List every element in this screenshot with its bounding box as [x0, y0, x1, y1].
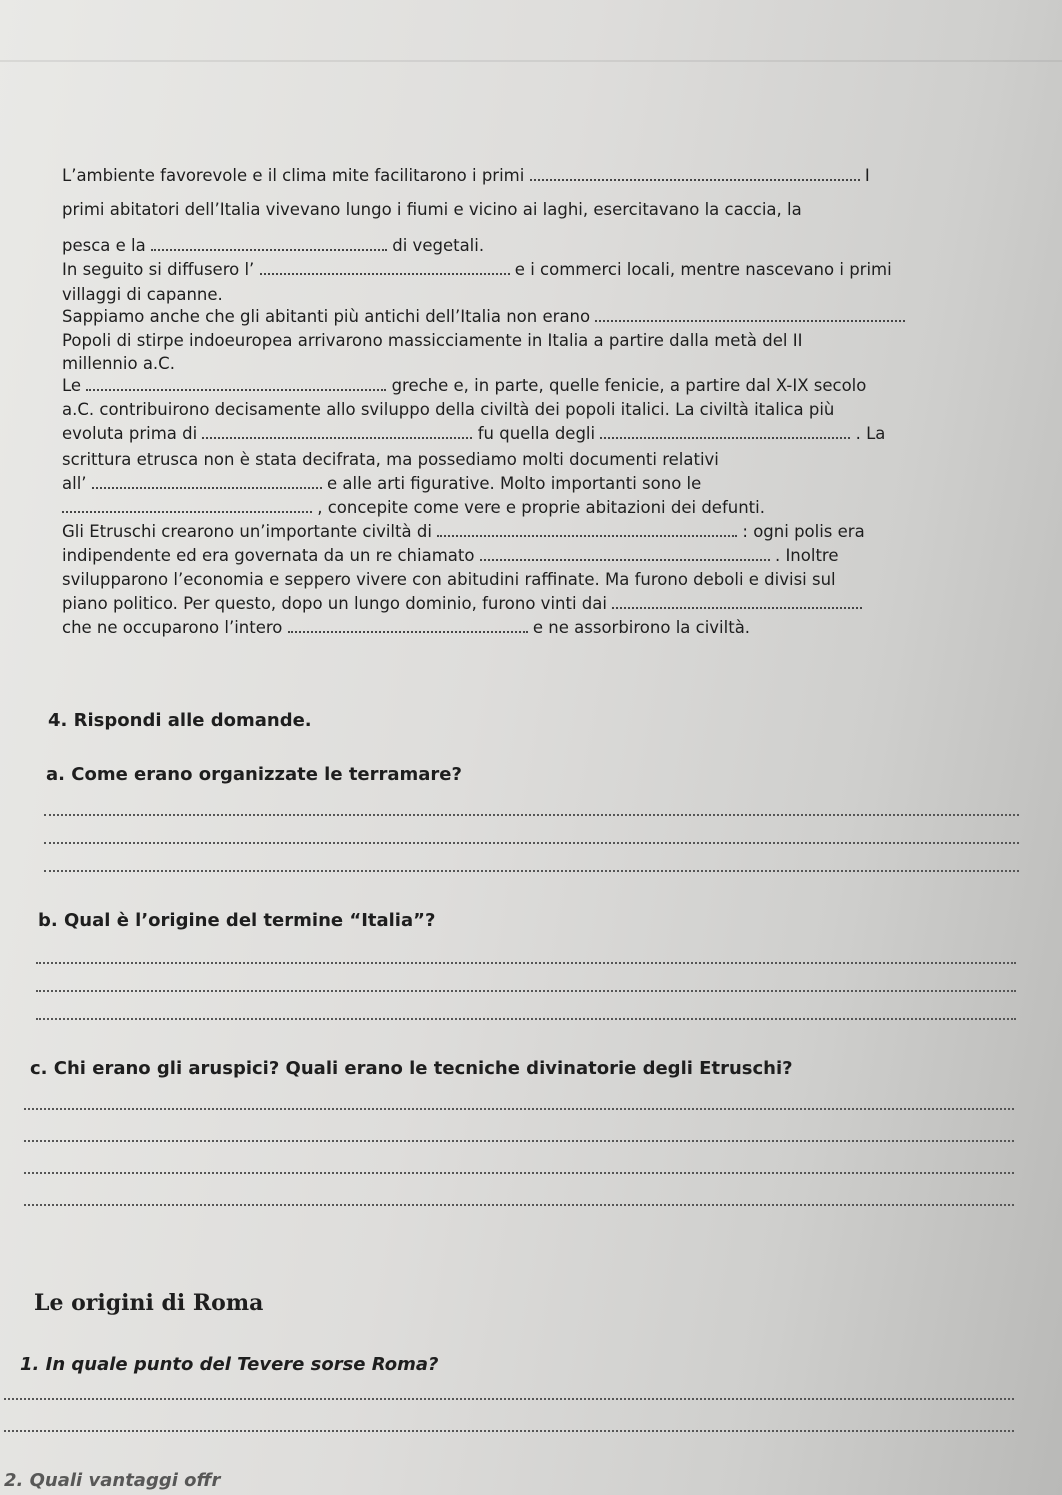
passage-line-18: piano politico. Per questo, dopo un lungo dominio, furono vinti dai [62, 594, 862, 614]
passage-line-19: che ne occuparono l’intero e ne assorbirono la civiltà. [62, 618, 751, 637]
passage-line-8: millennio a.C. [62, 354, 175, 373]
answer-line-1a[interactable] [4, 1398, 1014, 1400]
question-a: a. Come erano organizzate le terramare? [46, 764, 462, 785]
question-1: 1. In quale punto del Tevere sorse Roma? [20, 1354, 439, 1375]
passage-line-11: evoluta prima di fu quella degli . La [62, 424, 886, 443]
question-2-partial: 2. Quali vantaggi offr [4, 1470, 221, 1491]
question-c: c. Chi erano gli aruspici? Quali erano le tecniche divinatorie degli Etruschi? [30, 1058, 793, 1079]
blank-3[interactable] [260, 261, 510, 275]
passage-line-14: , concepite come vere e proprie abitazioni dei defunti. [62, 498, 765, 518]
blank-7[interactable] [600, 425, 850, 439]
answer-line-c1[interactable] [24, 1108, 1014, 1110]
answer-line-b2[interactable] [36, 990, 1016, 992]
passage-line-12: scrittura etrusca non è stata decifrata, ma possediamo molti documenti relativi [62, 450, 719, 469]
blank-12[interactable] [612, 595, 862, 609]
blank-8[interactable] [92, 475, 322, 489]
question-b: b. Qual è l’origine del termine “Italia”? [38, 910, 436, 931]
answer-line-a3[interactable] [44, 870, 1019, 872]
section-title-origini-roma: Le origini di Roma [34, 1290, 264, 1316]
passage-line-16: indipendente ed era governata da un re chiamato . Inoltre [62, 546, 839, 565]
answer-line-a2[interactable] [44, 842, 1019, 844]
answer-line-b3[interactable] [36, 1018, 1016, 1020]
answer-line-a1[interactable] [44, 814, 1019, 816]
answer-line-c2[interactable] [24, 1140, 1014, 1142]
passage-line-10: a.C. contribuirono decisamente allo sviluppo della civiltà dei popoli italici. La civiltà italica più [62, 400, 835, 419]
passage-line-7: Popoli di stirpe indoeuropea arrivarono massicciamente in Italia a partire dalla metà del II [62, 331, 803, 350]
answer-line-c4[interactable] [24, 1204, 1014, 1206]
answer-line-c3[interactable] [24, 1172, 1014, 1174]
blank-10[interactable] [437, 523, 737, 537]
paper-fold [0, 60, 1062, 62]
blank-4[interactable] [595, 308, 905, 322]
blank-11[interactable] [480, 547, 770, 561]
passage-line-13: all’ e alle arti figurative. Molto importanti sono le [62, 474, 702, 493]
passage-line-5: villaggi di capanne. [62, 285, 223, 304]
answer-line-1b[interactable] [4, 1430, 1014, 1432]
passage-line-6: Sappiamo anche che gli abitanti più antichi dell’Italia non erano [62, 307, 905, 327]
blank-5[interactable] [86, 377, 386, 391]
passage-line-17: svilupparono l’economia e seppero vivere con abitudini raffinate. Ma furono deboli e divisi sul [62, 570, 836, 589]
passage-line-3: pesca e la di vegetali. [62, 236, 485, 255]
blank-2[interactable] [151, 237, 387, 251]
blank-13[interactable] [288, 619, 528, 633]
blank-6[interactable] [202, 425, 472, 439]
passage-line-4: In seguito si diffusero l’ e i commerci locali, mentre nascevano i primi [62, 260, 892, 279]
exercise-4-title: 4. Rispondi alle domande. [48, 710, 312, 731]
blank-1[interactable] [530, 167, 860, 181]
passage-line-9: Le greche e, in parte, quelle fenicie, a partire dal X-IX secolo [62, 376, 867, 395]
blank-9[interactable] [62, 499, 312, 513]
passage-line-1: L’ambiente favorevole e il clima mite facilitarono i primi I [62, 166, 870, 185]
answer-line-b1[interactable] [36, 962, 1016, 964]
passage-line-15: Gli Etruschi crearono un’importante civiltà di : ogni polis era [62, 522, 865, 541]
passage-line-2: primi abitatori dell’Italia vivevano lungo i fiumi e vicino ai laghi, esercitavano la caccia, la [62, 200, 802, 219]
